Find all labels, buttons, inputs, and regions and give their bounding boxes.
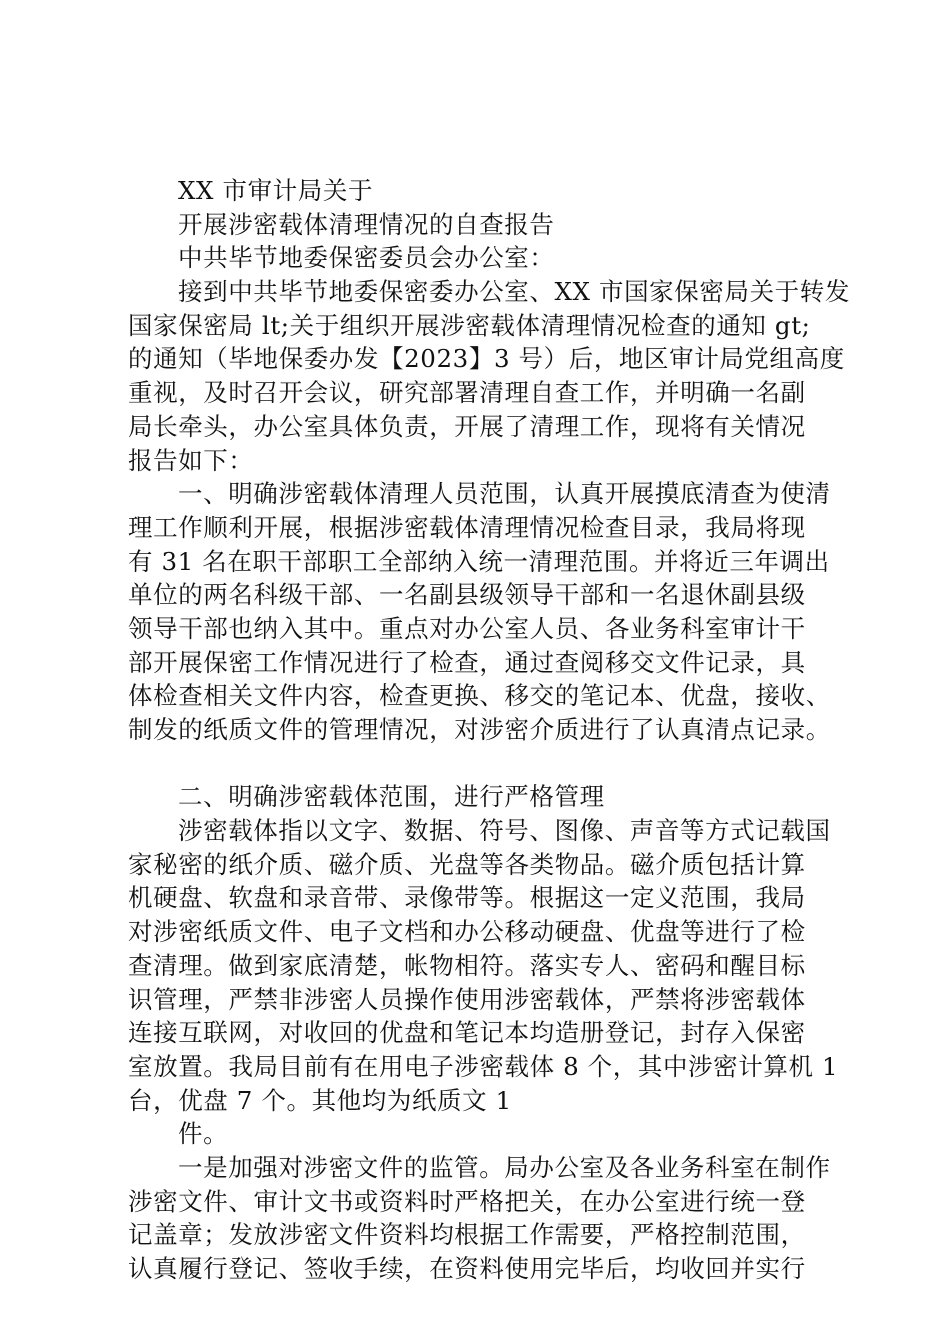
section-3-line: 一是加强对涉密文件的监管。局办公室及各业务科室在制作 [178, 1152, 831, 1182]
section-2-line: 涉密载体指以文字、数据、符号、图像、声音等方式记载国 [178, 816, 831, 846]
section-1-line: 制发的纸质文件的管理情况，对涉密介质进行了认真清点记录。 [128, 715, 831, 744]
section-1-paragraph [128, 477, 838, 747]
section-1-line: 体检查相关文件内容，检查更换、移交的笔记本、优盘，接收、 [128, 681, 831, 711]
intro-line: 重视，及时召开会议，研究部署清理自查工作，并明确一名副 [128, 378, 806, 408]
section-2-line: 连接互联网，对收回的优盘和笔记本均造册登记，封存入保密 [128, 1018, 806, 1048]
section-2-line: 机硬盘、软盘和录音带、录像带等。根据这一定义范围，我局 [128, 883, 806, 913]
section-3-line: 认真履行登记、签收手续，在资料使用完毕后，均收回并实行 [128, 1254, 806, 1283]
section-1-line: 单位的两名科级干部、一名副县级领导干部和一名退休副县级 [128, 580, 806, 610]
section-2-line: 台，优盘 7 个。其他均为纸质文 1 [128, 1085, 512, 1115]
report-title-line-2: 开展涉密载体清理情况的自查报告 [178, 209, 555, 239]
section-2-line: 识管理，严禁非涉密人员操作使用涉密载体，严禁将涉密载体 [128, 984, 806, 1014]
section-3-paragraph [128, 1151, 838, 1286]
section-2-paragraph [128, 814, 838, 1151]
intro-line: 报告如下： [128, 445, 254, 475]
report-title-line-1: XX 市审计局关于 [178, 176, 374, 205]
section-1-line: 有 31 名在职干部职工全部纳入统一清理范围。并将近三年调出 [128, 546, 830, 576]
intro-paragraph [128, 275, 850, 477]
section-3-line: 涉密文件、审计文书或资料时严格把关，在办公室进行统一登 [128, 1186, 806, 1216]
section-2-line: 室放置。我局目前有在用电子涉密载体 8 个，其中涉密计算机 1 [128, 1051, 839, 1081]
section-1-line: 领导干部也纳入其中。重点对办公室人员、各业务科室审计干 [128, 613, 806, 643]
section-1-line: 部开展保密工作情况进行了检查，通过查阅移交文件记录，具 [128, 647, 806, 677]
intro-line: 接到中共毕节地委保密委办公室、XX 市国家保密局关于转发 [178, 277, 850, 307]
document-body [128, 174, 850, 1286]
section-3-line: 记盖章；发放涉密文件资料均根据工作需要，严格控制范围， [128, 1220, 806, 1250]
section-2-line: 对涉密纸质文件、电子文档和办公移动硬盘、优盘等进行了检 [128, 917, 806, 947]
intro-line: 局长牵头，办公室具体负责，开展了清理工作，现将有关情况 [128, 411, 806, 441]
salutation: 中共毕节地委保密委员会办公室： [178, 243, 555, 273]
paragraph-gap [128, 747, 838, 781]
intro-line: 的通知（毕地保委办发【2023】3 号）后，地区审计局党组高度 [128, 344, 845, 374]
section-2-line: 家秘密的纸介质、磁介质、光盘等各类物品。磁介质包括计算 [128, 849, 806, 879]
section-1-line: 一、明确涉密载体清理人员范围，认真开展摸底清查为使清 [178, 479, 831, 509]
section-1-line: 理工作顺利开展，根据涉密载体清理情况检查目录，我局将现 [128, 512, 806, 542]
section-2-line: 查清理。做到家底清楚，帐物相符。落实专人、密码和醒目标 [128, 950, 806, 980]
section-2-tail: 件。 [178, 1119, 229, 1149]
intro-line: 国家保密局 lt;关于组织开展涉密载体清理情况检查的通知 gt; [128, 310, 811, 340]
section-2-heading: 二、明确涉密载体范围，进行严格管理 [178, 782, 605, 812]
